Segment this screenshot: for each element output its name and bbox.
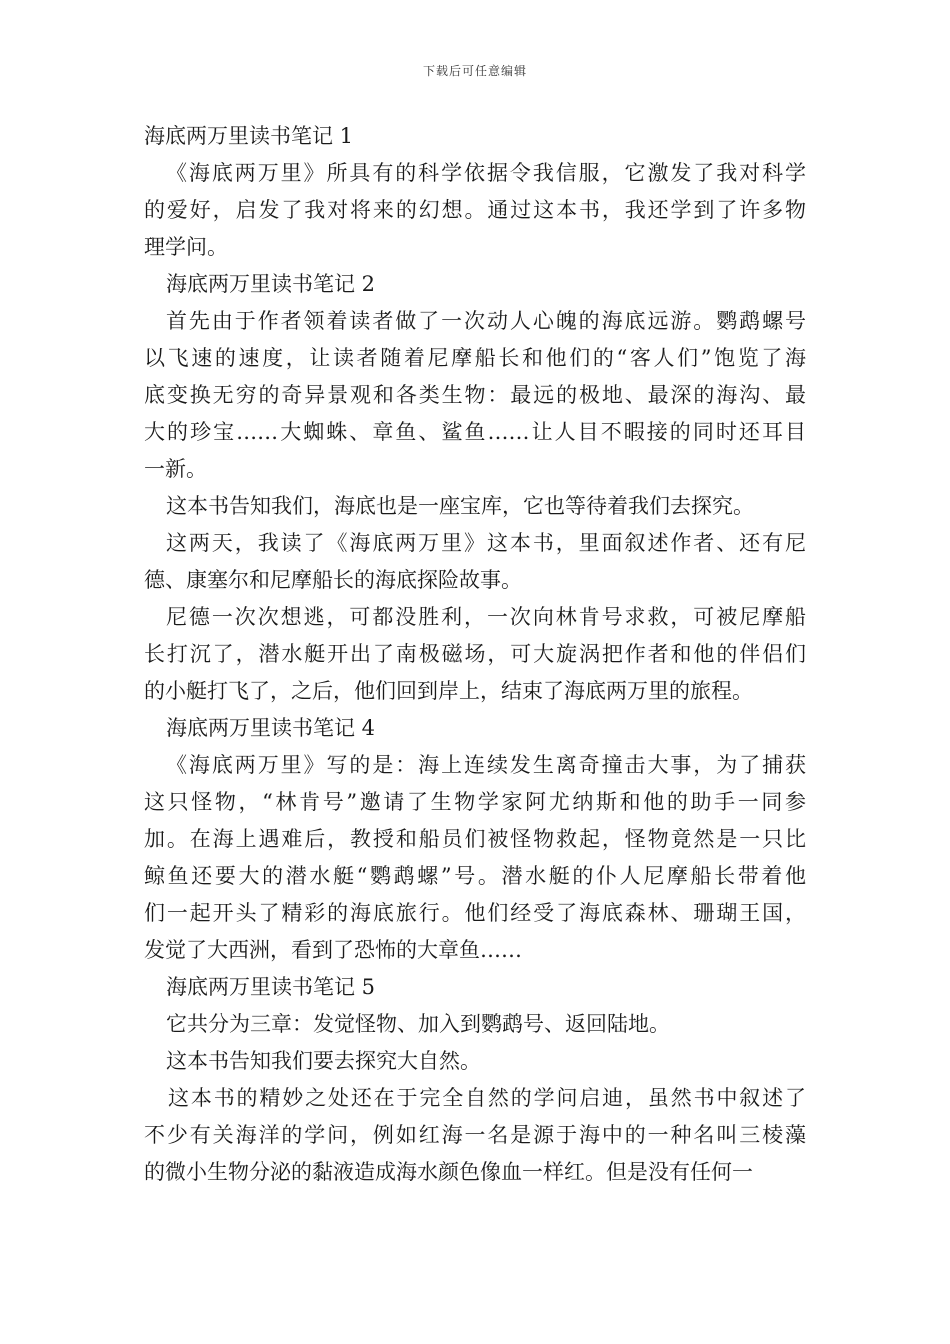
- text-line: 《海底两万里》所具有的科学依据令我信服，它激发了我对科学: [166, 161, 806, 185]
- paragraph: [144, 303, 806, 488]
- section-heading: [144, 266, 806, 303]
- paragraph: [144, 488, 806, 525]
- paragraph: [144, 525, 806, 599]
- paragraph: [144, 155, 806, 266]
- paragraph: [144, 1080, 806, 1191]
- paragraph: [144, 1043, 806, 1080]
- text-line: 的爱好，启发了我对将来的幻想。通过这本书，我还学到了许多物: [144, 198, 806, 222]
- page-header: 下载后可任意编辑: [422, 64, 527, 78]
- text-line: 《海底两万里》写的是：海上连续发生离奇撞击大事，为了捕获: [166, 753, 806, 777]
- text-line: 首先由于作者领着读者做了一次动人心魄的海底远游。鹦鹉螺号: [166, 309, 806, 333]
- text-line: 海底两万里读书笔记 1: [144, 124, 354, 148]
- text-line: 这本书的精妙之处还在于完全自然的学问启迪，虽然书中叙述了: [168, 1086, 806, 1110]
- paragraph: [144, 747, 806, 969]
- text-line: 这本书告知我们，海底也是一座宝库，它也等待着我们去探究。: [166, 494, 754, 518]
- section-heading: [144, 969, 806, 1006]
- text-line: 一新。: [144, 457, 207, 481]
- document-body: [144, 118, 806, 1191]
- text-line: 理学问。: [144, 235, 228, 259]
- text-line: 的微小生物分泌的黏液造成海水颜色像血一样红。但是没有任何一: [144, 1160, 753, 1184]
- text-line: 底变换无穷的奇异景观和各类生物：最远的极地、最深的海沟、最: [144, 383, 806, 407]
- text-line: 这本书告知我们要去探究大自然。: [166, 1049, 481, 1073]
- paragraph: [144, 1006, 806, 1043]
- text-line: 鲸鱼还要大的潜水艇“鹦鹉螺”号。潜水艇的仆人尼摩船长带着他: [144, 864, 806, 888]
- text-line: 加。在海上遇难后，教授和船员们被怪物救起，怪物竟然是一只比: [144, 827, 806, 851]
- text-line: 的小艇打飞了，之后，他们回到岸上，结束了海底两万里的旅程。: [144, 679, 753, 703]
- text-line: 们一起开头了精彩的海底旅行。他们经受了海底森林、珊瑚王国，: [144, 901, 806, 925]
- text-line: 德、康塞尔和尼摩船长的海底探险故事。: [144, 568, 522, 592]
- text-line: 这两天，我读了《海底两万里》这本书，里面叙述作者、还有尼: [166, 531, 806, 555]
- text-line: 它共分为三章：发觉怪物、加入到鹦鹉号、返回陆地。: [166, 1012, 670, 1036]
- text-line: 这只怪物，“林肯号”邀请了生物学家阿尤纳斯和他的助手一同参: [144, 790, 806, 814]
- text-line: 海底两万里读书笔记 4: [166, 716, 376, 740]
- text-line: 海底两万里读书笔记 2: [166, 272, 376, 296]
- text-line: 不少有关海洋的学问，例如红海一名是源于海中的一种名叫三棱藻: [144, 1123, 806, 1147]
- text-line: 发觉了大西洲，看到了恐怖的大章鱼……: [144, 938, 522, 962]
- section-heading: [144, 118, 806, 155]
- section-heading: [144, 710, 806, 747]
- text-line: 海底两万里读书笔记 5: [166, 975, 376, 999]
- text-line: 以飞速的速度，让读者随着尼摩船长和他们的“客人们”饱览了海: [144, 346, 806, 370]
- text-line: 长打沉了，潜水艇开出了南极磁场，可大旋涡把作者和他的伴侣们: [144, 642, 806, 666]
- paragraph: [144, 599, 806, 710]
- text-line: 大的珍宝……大蜘蛛、章鱼、鲨鱼……让人目不暇接的同时还耳目: [144, 420, 806, 444]
- text-line: 尼德一次次想逃，可都没胜利，一次向林肯号求救，可被尼摩船: [166, 605, 806, 629]
